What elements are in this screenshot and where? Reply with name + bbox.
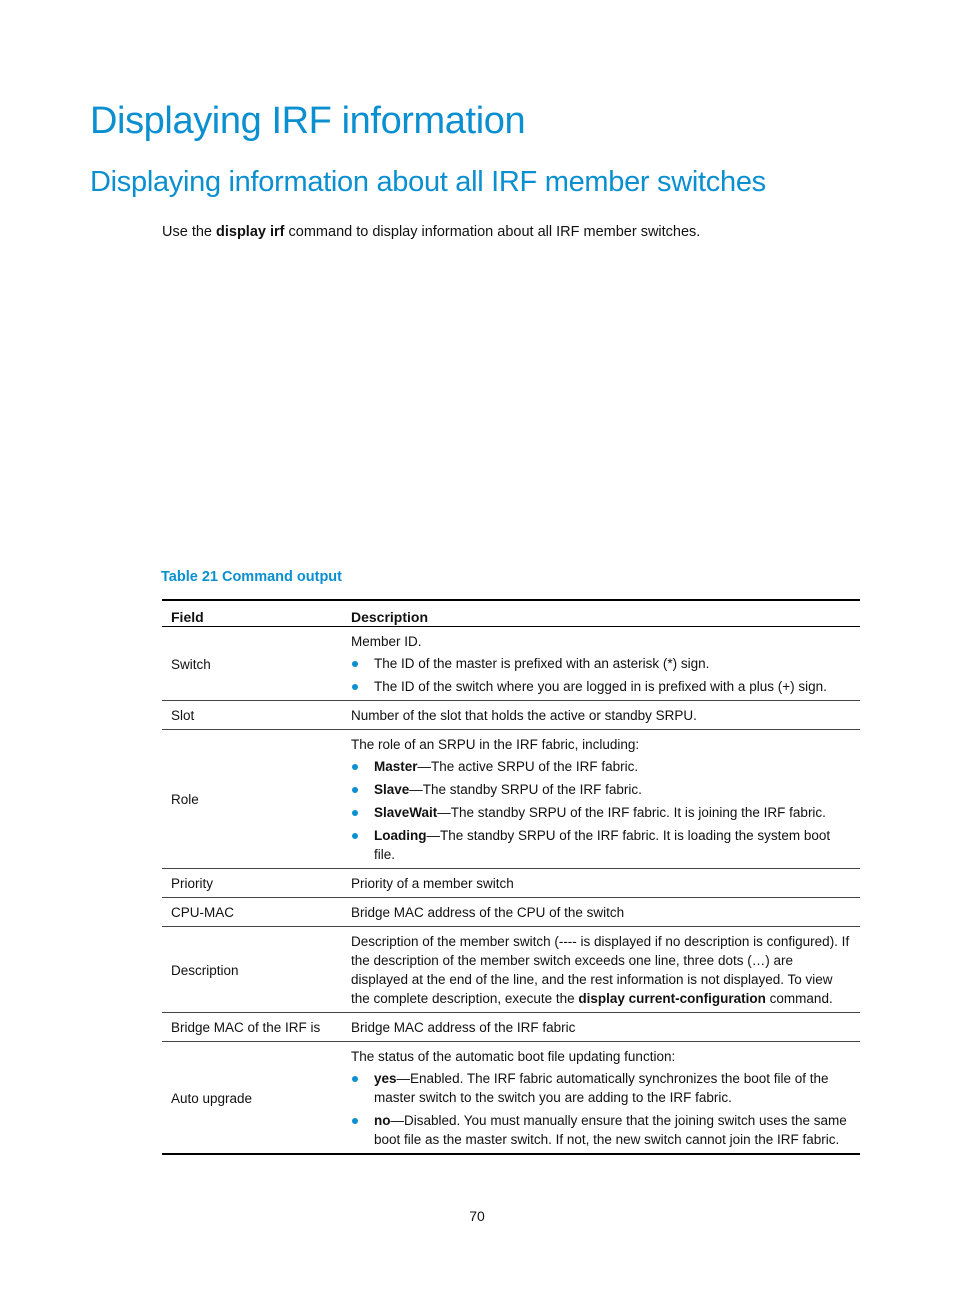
description-cell [342,927,860,1013]
bullet-list [351,654,851,696]
description-cell: Number of the slot that holds the active or standby SRPU. [342,701,860,730]
table-row [162,627,860,701]
bullet-text: —The standby SRPU of the IRF fabric. It is loading the system boot file. [374,828,831,862]
bullet-keyword: Master [374,759,418,774]
description-lead: Description of the member switch (---- is displayed if no description is configured). If the description of the member switch exceeds one line, three dots (…) are displayed at the end of the line, and the rest information is not displayed. To view the complete description, execute the [351,934,850,1006]
field-cell: Bridge MAC of the IRF is [162,1013,342,1042]
page-number: 70 [469,1208,485,1224]
intro-command: display irf [216,224,285,240]
bullet-icon [352,661,358,667]
table-row [162,1013,860,1042]
description-cell [342,1042,860,1155]
list-item [351,780,851,799]
list-item [351,1111,851,1149]
field-cell: Priority [162,869,342,898]
bullet-keyword: no [374,1113,391,1128]
table-caption: Table 21 Command output [161,569,342,585]
description-lead: Member ID. [351,634,422,649]
description-cell: Priority of a member switch [342,869,860,898]
description-cell [342,627,860,701]
bullet-keyword: Loading [374,828,427,843]
bullet-text: —The active SRPU of the IRF fabric. [417,759,639,774]
bullet-text: The ID of the master is prefixed with an asterisk (*) sign. [374,656,710,671]
list-item [351,1069,851,1107]
bullet-icon [352,787,358,793]
header-field: Field [162,600,342,627]
list-item [351,677,851,696]
field-cell: Auto upgrade [162,1042,342,1155]
bullet-keyword: Slave [374,782,410,797]
field-cell: Role [162,730,342,869]
description-lead: The role of an SRPU in the IRF fabric, including: [351,737,640,752]
list-item [351,757,851,776]
field-cell: Slot [162,701,342,730]
table-row [162,927,860,1013]
bullet-icon [352,833,358,839]
table-row [162,701,860,730]
bullet-icon [352,1118,358,1124]
header-description: Description [342,600,860,627]
intro-paragraph [162,224,700,240]
section-heading: Displaying information about all IRF member switches [90,166,766,198]
page-title: Displaying IRF information [90,100,526,142]
intro-suffix: command to display information about all IRF member switches. [284,224,701,240]
bullet-icon [352,684,358,690]
description-cell [342,730,860,869]
command-output-table [162,599,860,1155]
field-cell: Description [162,927,342,1013]
description-command: display current-configuration [578,991,766,1006]
list-item [351,826,851,864]
bullet-keyword: SlaveWait [374,805,438,820]
description-tail: command. [765,991,833,1006]
table-row [162,730,860,869]
table-row [162,869,860,898]
intro-prefix: Use the [162,224,216,240]
bullet-text: —The standby SRPU of the IRF fabric. It is joining the IRF fabric. [437,805,826,820]
bullet-icon [352,1076,358,1082]
bullet-text: —The standby SRPU of the IRF fabric. [409,782,642,797]
list-item [351,654,851,673]
description-cell: Bridge MAC address of the CPU of the switch [342,898,860,927]
bullet-keyword: yes [374,1071,397,1086]
bullet-text: —Disabled. You must manually ensure that the joining switch uses the same boot file as the master switch. If not, the new switch cannot join the IRF fabric. [374,1113,847,1147]
bullet-list [351,1069,851,1149]
list-item [351,803,851,822]
table-row [162,1042,860,1155]
bullet-icon [352,810,358,816]
bullet-text: —Enabled. The IRF fabric automatically synchronizes the boot file of the master switch to the switch you are adding to the IRF fabric. [374,1071,829,1105]
description-lead: The status of the automatic boot file updating function: [351,1049,676,1064]
field-cell: Switch [171,656,211,672]
bullet-icon [352,764,358,770]
bullet-list [351,757,851,864]
field-cell: CPU-MAC [162,898,342,927]
description-cell: Bridge MAC address of the IRF fabric [342,1013,860,1042]
table-row [162,898,860,927]
bullet-text: The ID of the switch where you are logged in is prefixed with a plus (+) sign. [374,679,827,694]
table-header-row [162,600,860,627]
